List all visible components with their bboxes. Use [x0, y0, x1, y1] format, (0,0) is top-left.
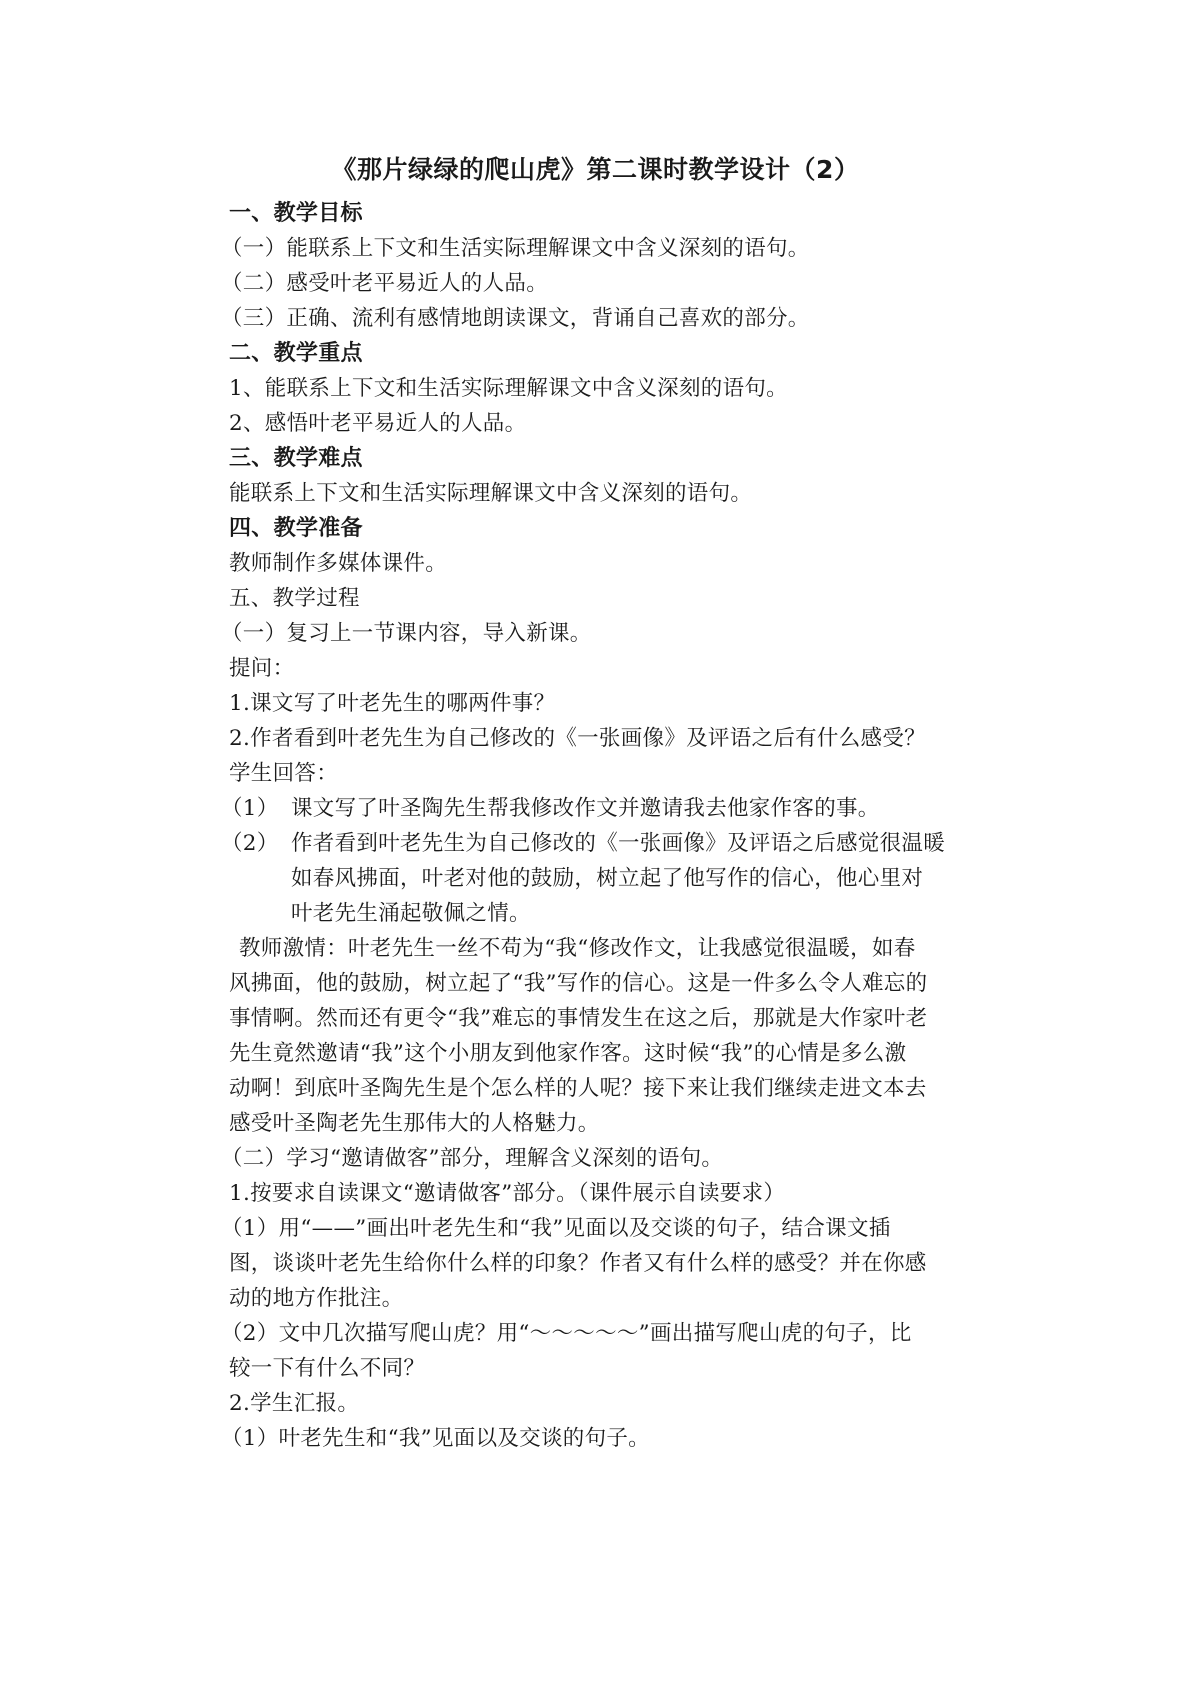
goal-item: （二）感受叶老平易近人的人品。: [221, 271, 549, 296]
answer-line: 如春风拂面，叶老对他的鼓励，树立起了他写作的信心，他心里对: [291, 866, 924, 891]
teacher-paragraph-line: 感受叶圣陶老先生那伟大的人格魅力。: [229, 1111, 600, 1136]
requirement-line: 图，谈谈叶老先生给你什么样的印象？作者又有什么样的感受？并在你感: [229, 1251, 927, 1276]
teacher-paragraph-line: 风拂面，他的鼓励，树立起了“我”写作的信心。这是一件多么令人难忘的: [229, 971, 928, 996]
key-points-heading: 二、教学重点: [229, 341, 363, 366]
teacher-paragraph-line: 事情啊。然而还有更令“我”难忘的事情发生在这之后，那就是大作家叶老: [229, 1006, 928, 1031]
requirement-line: （1）用“——”画出叶老先生和“我”见面以及交谈的句子，结合课文插: [221, 1216, 891, 1241]
answer-label: 学生回答：: [229, 761, 339, 786]
teacher-paragraph-line: 动啊！到底叶圣陶先生是个怎么样的人呢？接下来让我们继续走进文本去: [229, 1076, 927, 1101]
preparation-text: 教师制作多媒体课件。: [229, 551, 448, 576]
answer-item: [221, 791, 1019, 826]
document-body: [221, 196, 1019, 1456]
report-item: （1）叶老先生和“我”见面以及交谈的句子。: [221, 1426, 650, 1451]
key-point-item: 2、感悟叶老平易近人的人品。: [229, 411, 527, 436]
requirement-line: 动的地方作批注。: [229, 1286, 404, 1311]
requirement-line: （2）文中几次描写爬山虎？用“～～～～～”画出描写爬山虎的句子，比: [221, 1321, 912, 1346]
answer-number: （2）: [221, 831, 279, 856]
answer-line: 叶老先生涌起敬佩之情。: [291, 901, 531, 926]
document-title: 《那片绿绿的爬山虎》第二课时教学设计（2）: [331, 155, 860, 184]
key-point-item: 1、能联系上下文和生活实际理解课文中含义深刻的语句。: [229, 376, 788, 401]
process-step: （一）复习上一节课内容，导入新课。: [221, 621, 592, 646]
difficulty-text: 能联系上下文和生活实际理解课文中含义深刻的语句。: [229, 481, 753, 506]
difficulty-heading: 三、教学难点: [229, 446, 363, 471]
preparation-heading: 四、教学准备: [229, 516, 363, 541]
answer-line: 课文写了叶圣陶先生帮我修改作文并邀请我去他家作客的事。: [291, 796, 880, 821]
question-item: 2.作者看到叶老先生为自己修改的《一张画像》及评语之后有什么感受？: [229, 726, 926, 751]
goal-item: （三）正确、流利有感情地朗读课文，背诵自己喜欢的部分。: [221, 306, 810, 331]
question-item: 1.课文写了叶老先生的哪两件事？: [229, 691, 556, 716]
process-heading: 五、教学过程: [229, 586, 360, 611]
teacher-paragraph-line: 教师激情：叶老先生一丝不苟为“我“修改作文，让我感觉很温暖，如春: [239, 936, 916, 961]
process-step: （二）学习“邀请做客”部分，理解含义深刻的语句。: [221, 1146, 724, 1171]
task-item: 1.按要求自读课文“邀请做客”部分。（课件展示自读要求）: [229, 1181, 786, 1206]
ask-label: 提问：: [229, 656, 295, 681]
goal-item: （一）能联系上下文和生活实际理解课文中含义深刻的语句。: [221, 236, 810, 261]
answer-line: 作者看到叶老先生为自己修改的《一张画像》及评语之后感觉很温暖: [291, 831, 946, 856]
goals-heading: 一、教学目标: [229, 201, 363, 226]
answer-number: （1）: [221, 796, 279, 821]
teacher-paragraph-line: 先生竟然邀请“我”这个小朋友到他家作客。这时候“我”的心情是多么激: [229, 1041, 907, 1066]
answer-item: [221, 826, 1019, 931]
requirement-line: 较一下有什么不同？: [229, 1356, 426, 1381]
task-item: 2.学生汇报。: [229, 1391, 360, 1416]
